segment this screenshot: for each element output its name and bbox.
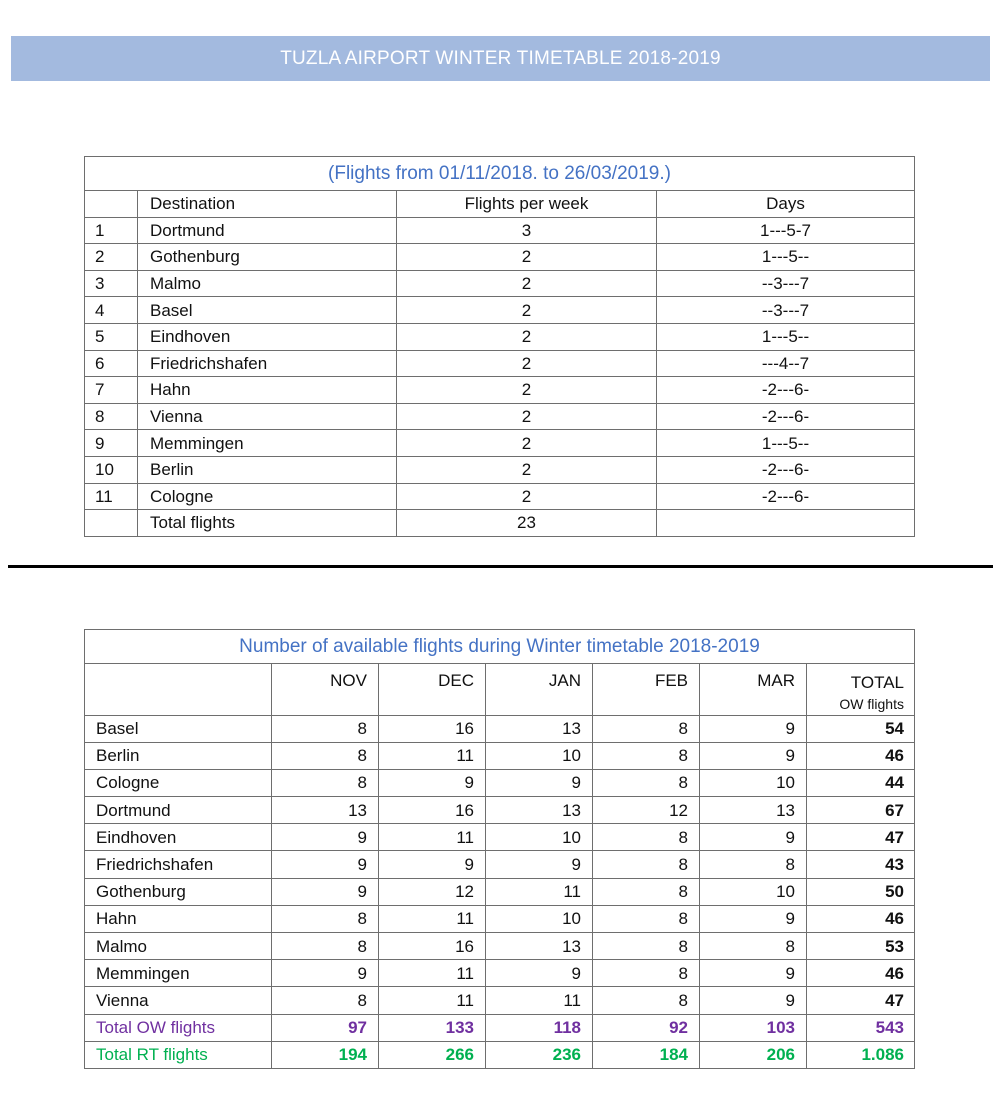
cell-jan: 9	[486, 851, 593, 878]
cell-destination: Friedrichshafen	[138, 350, 397, 377]
cell-destination: Memmingen	[138, 430, 397, 457]
cell-destination: Berlin	[138, 456, 397, 483]
cell-jan: 13	[486, 715, 593, 742]
cell-destination: Basel	[85, 715, 272, 742]
cell-total: 67	[807, 797, 915, 824]
cell-jan: 11	[486, 878, 593, 905]
table-header-row	[85, 664, 915, 716]
header-total-sublabel: OW flights	[839, 696, 904, 713]
page-title-banner	[11, 36, 990, 81]
cell-dec: 11	[379, 742, 486, 769]
cell-feb: 8	[593, 960, 700, 987]
cell-flights-per-week: 2	[397, 244, 657, 271]
cell-days-empty	[657, 510, 915, 537]
cell-no: 1	[85, 217, 138, 244]
table-row	[85, 244, 915, 271]
table-header-row	[85, 191, 915, 218]
cell-destination: Memmingen	[85, 960, 272, 987]
cell-flights-per-week: 2	[397, 456, 657, 483]
table-row	[85, 323, 915, 350]
cell-mar: 8	[700, 851, 807, 878]
cell-days: 1---5--	[657, 430, 915, 457]
table-row	[85, 403, 915, 430]
cell-days: 1---5--	[657, 323, 915, 350]
cell-total: 50	[807, 878, 915, 905]
cell-mar: 10	[700, 769, 807, 796]
cell-nov: 8	[272, 715, 379, 742]
cell-total: 47	[807, 987, 915, 1014]
cell-days: 1---5--	[657, 244, 915, 271]
cell-destination: Cologne	[138, 483, 397, 510]
total-ow-label: Total OW flights	[85, 1014, 272, 1041]
monthly-flights-table	[84, 629, 915, 1069]
cell-dec: 11	[379, 824, 486, 851]
cell-nov: 9	[272, 851, 379, 878]
cell-mar: 10	[700, 878, 807, 905]
header-total	[807, 664, 915, 716]
cell-nov: 8	[272, 933, 379, 960]
cell-days: -2---6-	[657, 456, 915, 483]
weekly-flights-table	[84, 156, 915, 537]
cell-total: 46	[807, 742, 915, 769]
cell-mar: 13	[700, 797, 807, 824]
table-row	[85, 905, 915, 932]
cell-destination: Basel	[138, 297, 397, 324]
total-rt-row	[85, 1041, 915, 1068]
cell-nov: 8	[272, 742, 379, 769]
cell-destination: Gothenburg	[85, 878, 272, 905]
total-rt-mar: 206	[700, 1041, 807, 1068]
header-destination: Destination	[138, 191, 397, 218]
cell-destination: Malmo	[138, 270, 397, 297]
cell-nov: 8	[272, 769, 379, 796]
total-ow-total: 543	[807, 1014, 915, 1041]
cell-no: 3	[85, 270, 138, 297]
cell-flights-per-week: 3	[397, 217, 657, 244]
cell-jan: 10	[486, 824, 593, 851]
table-row	[85, 742, 915, 769]
cell-total: 47	[807, 824, 915, 851]
cell-total: 44	[807, 769, 915, 796]
total-rt-total: 1.086	[807, 1041, 915, 1068]
cell-nov: 9	[272, 824, 379, 851]
table-row	[85, 350, 915, 377]
cell-dec: 11	[379, 905, 486, 932]
cell-dec: 16	[379, 797, 486, 824]
total-ow-nov: 97	[272, 1014, 379, 1041]
cell-destination: Hahn	[85, 905, 272, 932]
table-caption-row	[85, 157, 915, 191]
cell-jan: 9	[486, 769, 593, 796]
cell-destination: Malmo	[85, 933, 272, 960]
cell-flights-per-week: 2	[397, 403, 657, 430]
table-caption: (Flights from 01/11/2018. to 26/03/2019.)	[85, 157, 915, 191]
header-nov: NOV	[272, 664, 379, 716]
cell-no-empty	[85, 510, 138, 537]
cell-jan: 13	[486, 933, 593, 960]
table-row	[85, 878, 915, 905]
total-rt-dec: 266	[379, 1041, 486, 1068]
cell-flights-per-week: 2	[397, 483, 657, 510]
cell-flights-per-week: 2	[397, 297, 657, 324]
cell-no: 10	[85, 456, 138, 483]
table-row	[85, 797, 915, 824]
cell-jan: 9	[486, 960, 593, 987]
cell-jan: 10	[486, 905, 593, 932]
cell-feb: 8	[593, 742, 700, 769]
header-flights-per-week: Flights per week	[397, 191, 657, 218]
cell-dec: 9	[379, 851, 486, 878]
cell-feb: 8	[593, 905, 700, 932]
cell-feb: 8	[593, 878, 700, 905]
cell-days: -2---6-	[657, 483, 915, 510]
cell-destination: Vienna	[138, 403, 397, 430]
cell-feb: 8	[593, 824, 700, 851]
cell-feb: 8	[593, 715, 700, 742]
table-row	[85, 430, 915, 457]
cell-jan: 11	[486, 987, 593, 1014]
total-rt-jan: 236	[486, 1041, 593, 1068]
table-row	[85, 851, 915, 878]
cell-dec: 12	[379, 878, 486, 905]
cell-flights-per-week: 2	[397, 350, 657, 377]
cell-destination: Cologne	[85, 769, 272, 796]
cell-flights-per-week: 2	[397, 323, 657, 350]
table-row	[85, 483, 915, 510]
cell-nov: 8	[272, 987, 379, 1014]
cell-feb: 8	[593, 933, 700, 960]
total-ow-dec: 133	[379, 1014, 486, 1041]
header-days: Days	[657, 191, 915, 218]
cell-no: 5	[85, 323, 138, 350]
cell-destination: Dortmund	[138, 217, 397, 244]
cell-feb: 12	[593, 797, 700, 824]
cell-days: 1---5-7	[657, 217, 915, 244]
cell-destination: Eindhoven	[138, 323, 397, 350]
total-ow-mar: 103	[700, 1014, 807, 1041]
cell-nov: 13	[272, 797, 379, 824]
table-row	[85, 933, 915, 960]
table-row	[85, 769, 915, 796]
total-label: Total flights	[138, 510, 397, 537]
header-feb: FEB	[593, 664, 700, 716]
cell-days: --3---7	[657, 297, 915, 324]
total-value: 23	[397, 510, 657, 537]
cell-feb: 8	[593, 987, 700, 1014]
cell-dec: 16	[379, 715, 486, 742]
table-row	[85, 960, 915, 987]
header-mar: MAR	[700, 664, 807, 716]
cell-total: 43	[807, 851, 915, 878]
cell-flights-per-week: 2	[397, 377, 657, 404]
cell-dec: 16	[379, 933, 486, 960]
total-rt-feb: 184	[593, 1041, 700, 1068]
table-row	[85, 217, 915, 244]
cell-destination: Gothenburg	[138, 244, 397, 271]
table-row	[85, 270, 915, 297]
cell-destination: Vienna	[85, 987, 272, 1014]
table-row	[85, 715, 915, 742]
cell-jan: 13	[486, 797, 593, 824]
cell-mar: 9	[700, 824, 807, 851]
cell-days: -2---6-	[657, 377, 915, 404]
cell-no: 4	[85, 297, 138, 324]
cell-mar: 9	[700, 987, 807, 1014]
total-rt-label: Total RT flights	[85, 1041, 272, 1068]
total-ow-row	[85, 1014, 915, 1041]
header-jan: JAN	[486, 664, 593, 716]
cell-mar: 8	[700, 933, 807, 960]
cell-nov: 9	[272, 960, 379, 987]
cell-mar: 9	[700, 905, 807, 932]
table-row	[85, 987, 915, 1014]
table-row	[85, 456, 915, 483]
cell-days: ---4--7	[657, 350, 915, 377]
header-dec: DEC	[379, 664, 486, 716]
table-caption-row	[85, 630, 915, 664]
cell-mar: 9	[700, 960, 807, 987]
cell-destination: Eindhoven	[85, 824, 272, 851]
cell-feb: 8	[593, 851, 700, 878]
cell-dec: 11	[379, 960, 486, 987]
cell-dec: 11	[379, 987, 486, 1014]
cell-total: 54	[807, 715, 915, 742]
cell-destination: Dortmund	[85, 797, 272, 824]
page-title: TUZLA AIRPORT WINTER TIMETABLE 2018-2019	[280, 47, 721, 69]
cell-jan: 10	[486, 742, 593, 769]
section-divider	[8, 565, 993, 568]
cell-no: 9	[85, 430, 138, 457]
header-destination-empty	[85, 664, 272, 716]
table-row	[85, 824, 915, 851]
total-ow-feb: 92	[593, 1014, 700, 1041]
cell-total: 53	[807, 933, 915, 960]
cell-days: -2---6-	[657, 403, 915, 430]
cell-no: 2	[85, 244, 138, 271]
cell-no: 7	[85, 377, 138, 404]
total-row	[85, 510, 915, 537]
cell-mar: 9	[700, 715, 807, 742]
cell-total: 46	[807, 905, 915, 932]
cell-flights-per-week: 2	[397, 270, 657, 297]
cell-total: 46	[807, 960, 915, 987]
cell-dec: 9	[379, 769, 486, 796]
cell-flights-per-week: 2	[397, 430, 657, 457]
header-no	[85, 191, 138, 218]
cell-feb: 8	[593, 769, 700, 796]
cell-mar: 9	[700, 742, 807, 769]
table-row	[85, 297, 915, 324]
cell-no: 11	[85, 483, 138, 510]
cell-destination: Friedrichshafen	[85, 851, 272, 878]
header-total-label: TOTAL	[850, 673, 904, 692]
cell-no: 8	[85, 403, 138, 430]
cell-no: 6	[85, 350, 138, 377]
table-caption: Number of available flights during Winter timetable 2018-2019	[85, 630, 915, 664]
total-ow-jan: 118	[486, 1014, 593, 1041]
cell-nov: 9	[272, 878, 379, 905]
cell-days: --3---7	[657, 270, 915, 297]
total-rt-nov: 194	[272, 1041, 379, 1068]
cell-destination: Hahn	[138, 377, 397, 404]
cell-nov: 8	[272, 905, 379, 932]
table-row	[85, 377, 915, 404]
cell-destination: Berlin	[85, 742, 272, 769]
